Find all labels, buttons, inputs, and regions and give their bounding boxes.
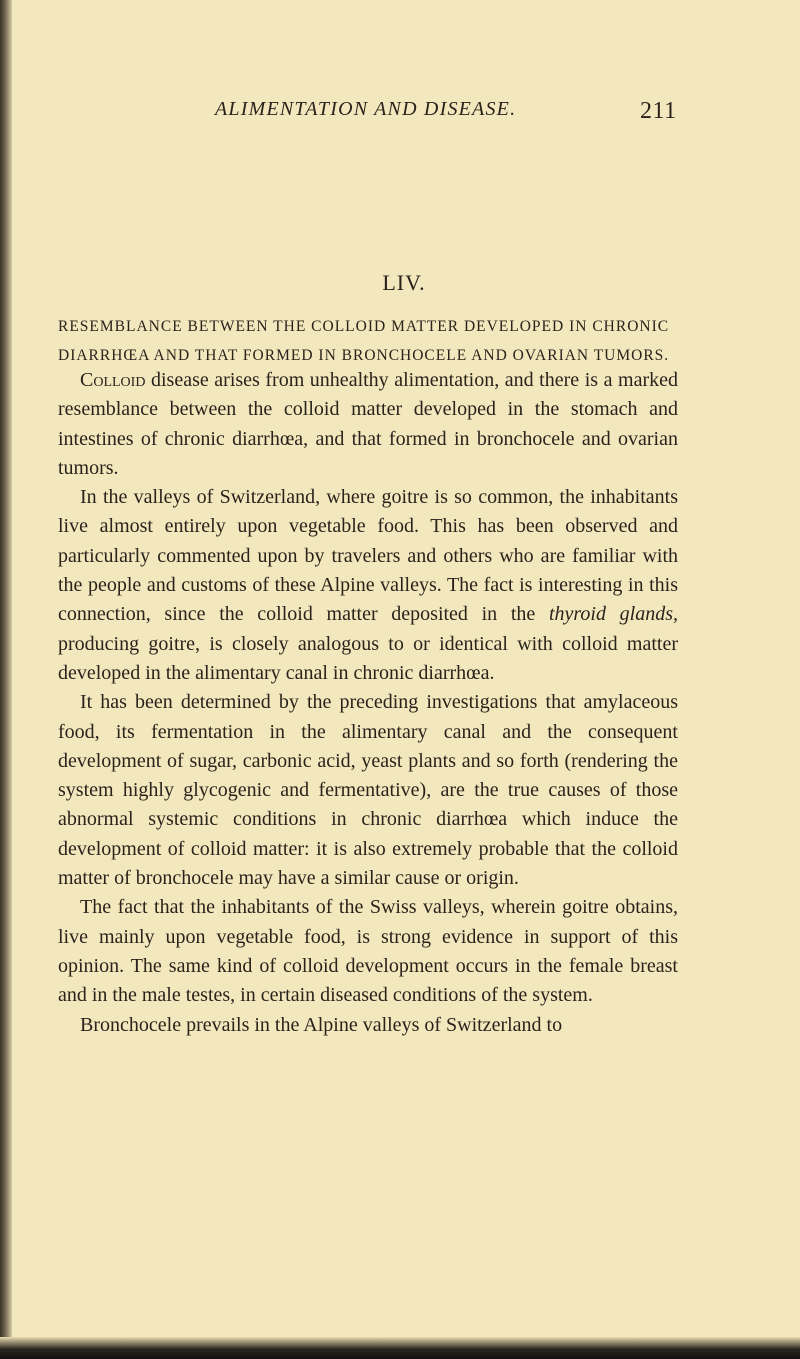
paragraph-2 (58, 483, 678, 688)
chapter-number: LIV. (382, 270, 426, 295)
page-number: 211 (640, 98, 677, 124)
emphasis-text: thyroid glands, (548, 603, 678, 626)
paragraph-5: Bronchocele prevails in the Alpine valleys of Switzerland to (80, 1013, 563, 1036)
body-text (58, 366, 678, 1040)
paragraph-text: disease arises from unhealthy alimentation, and there is a marked resemblance between the colloid matter developed in the stomach and intestines of chronic diarrhœa, and that formed in bronchocele and ovarian tumors. (58, 369, 678, 479)
section-heading: RESEMBLANCE BETWEEN THE COLLOID MATTER DEVELOPED IN CHRONIC DIARRHŒA AND THAT FORMED IN BRONCHOCELE AND OVARIAN TUMORS. (58, 318, 670, 364)
paragraph-text: In the valleys of Switzerland, where goitre is so common, the inhabitants live almost entirely upon vegetable food. This has been observed and particularly commented upon by travelers and others who are familiar with the people and customs of these Alpine valleys. The fact is interesting in this connection, since the colloid matter deposited in the (58, 486, 678, 626)
running-title: ALIMENTATION AND DISEASE. (215, 98, 517, 120)
paragraph-3: It has been determined by the preceding investigations that amylaceous food, its fermentation in the alimentary canal and the consequent development of sugar, carbonic acid, yeast plants and so forth (rendering the system highly glycogenic and fermentative), are the true causes of those abnormal systemic conditions in chronic diarrhœa which induce the development of colloid matter: it is also extremely probable that the colloid matter of bronchocele may have a similar cause or origin. (58, 691, 678, 890)
paragraph-4: The fact that the inhabitants of the Swiss valleys, wherein goitre obtains, live mainly upon vegetable food, is strong evidence in support of this opinion. The same kind of colloid development occurs in the female breast and in the male testes, in certain diseased conditions of the system. (58, 896, 678, 1007)
paragraph-lead-word: Colloid (80, 369, 146, 391)
paragraph-text: producing goitre, is closely analogous to or identical with colloid matter developed in the alimentary canal in chronic diarrhœa. (58, 632, 678, 684)
page-bottom-edge (0, 1337, 800, 1359)
paragraph-1 (58, 366, 678, 483)
